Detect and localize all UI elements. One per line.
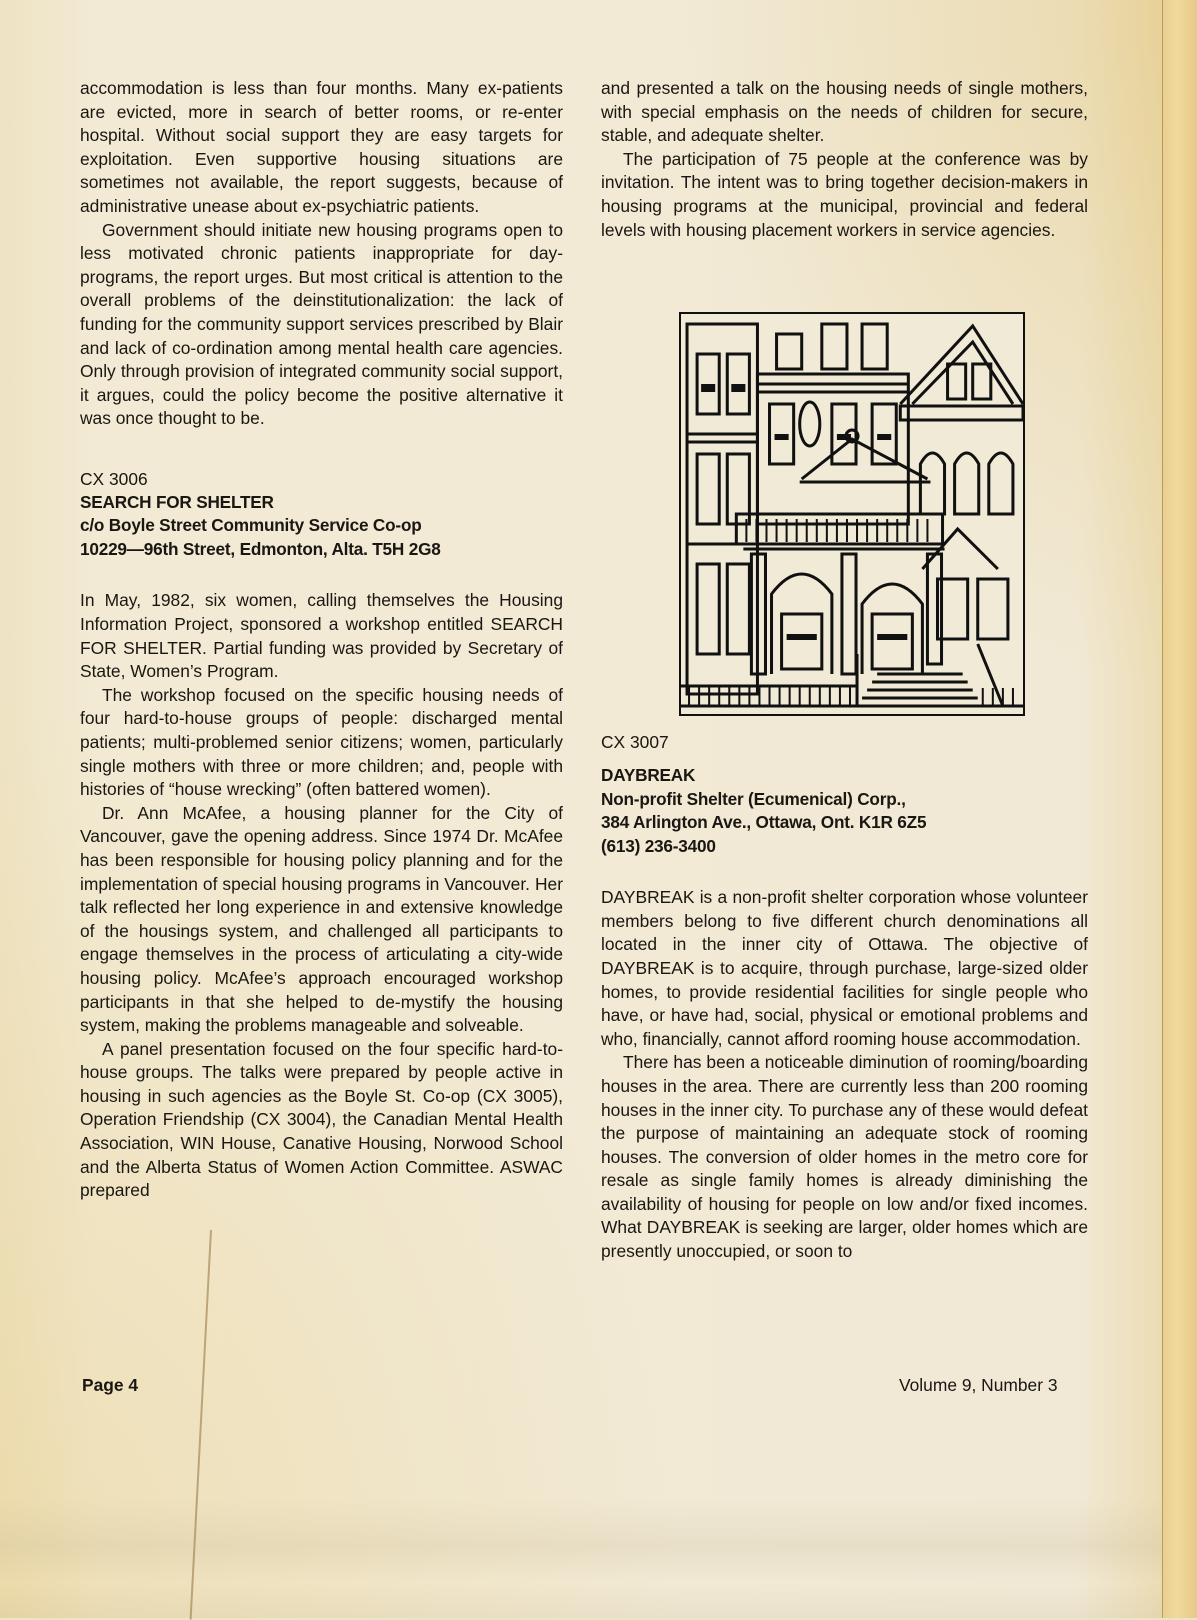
page-number: Page 4	[82, 1375, 139, 1395]
body-paragraph: The workshop focused on the specific housing needs of four hard-to-house groups of people: discharged mental patients; multi-problemed senior citizens; women, particularly single mothers with three or more children; and, people with histories of “house wrecking” (often battered women).	[80, 684, 563, 800]
body-paragraph: accommodation is less than four months. Many ex-patients are evicted, more in search of better rooms, or re-enter hospital. Without social support they are easy targets for exploitation. Even supportive housing situations are sometimes not available, the report suggests, because of administrative unease about ex-psychiatric patients.	[80, 78, 563, 216]
entry-title: SEARCH FOR SHELTER	[80, 491, 274, 512]
entry-address-line: 384 Arlington Ave., Ottawa, Ont. K1R 6Z5	[601, 812, 927, 833]
entry-header-cx3007	[601, 730, 1088, 858]
issue-label: Volume 9, Number 3	[899, 1375, 1058, 1395]
entry-phone: (613) 236-3400	[601, 835, 716, 856]
entry-body	[601, 886, 1088, 1264]
paper-fold-shadow	[0, 1498, 1163, 1618]
entry-address-line: 10229—96th Street, Edmonton, Alta. T5H 2G8	[80, 538, 441, 559]
body-paragraph: Government should initiate new housing programs open to less motivated chronic patients inappropriate for day-programs, the report urges. But most critical is attention to the overall problems of the deinstitutionalization: the lack of funding for the community support services prescribed by Blair and lack of co-ordination among mental health care agencies. Only through provision of integrated community social support, it argues, could the policy become the positive alternative it was once thought to be.	[80, 219, 563, 429]
body-paragraph: Dr. Ann McAfee, a housing planner for the City of Vancouver, gave the opening address. Since 1974 Dr. McAfee has been responsible for housing policy planning and for the implementation of special housing programs in Vancouver. Her talk reflected her long experience in and extensive knowledge of the housings system, and challenged all participants to engage themselves in the process of articulating a city-wide housing policy. McAfee’s approach encouraged workshop participants in that she helped to de-mystify the housing system, making the problems manageable and solveable.	[80, 802, 563, 1036]
entry-id: CX 3006	[80, 468, 148, 489]
body-paragraph: A panel presentation focused on the four specific hard-to-house groups. The talks were prepared by people active in housing in such agencies as the Boyle St. Co-op (CX 3005), Operation Friendship (CX 3004), the Canadian Mental Health Association, WIN House, Canative Housing, Norwood School and the Alberta Status of Women Action Committee. ASWAC prepared	[80, 1038, 563, 1201]
entry-title: DAYBREAK	[601, 765, 696, 786]
victorian-house-illustration	[679, 312, 1025, 716]
house-drawing-icon	[681, 314, 1023, 714]
body-paragraph: DAYBREAK is a non-profit shelter corporation whose volunteer members belong to five different church denominations all located in the inner city of Ottawa. The objective of DAYBREAK is to acquire, through purchase, large-sized older homes, to provide residential facilities for single people who have, or have had, social, physical or emotional problems and who, financially, cannot afford rooming house accommodation.	[601, 887, 1088, 1049]
body-paragraph: The participation of 75 people at the conference was by invitation. The intent was to bring together decision-makers in housing programs at the municipal, provincial and federal levels with housing placement workers in service agencies.	[601, 148, 1088, 240]
entry-address-line: c/o Boyle Street Community Service Co-op	[80, 515, 422, 536]
page-edge	[1162, 0, 1197, 1618]
entry-address-line: Non-profit Shelter (Ecumenical) Corp.,	[601, 788, 906, 809]
entry-id: CX 3007	[601, 732, 669, 753]
body-paragraph: There has been a noticeable diminution of rooming/boarding houses in the area. There are currently less than 200 rooming houses in the inner city. To purchase any of these would defeat the purpose of maintaining an adequate stock of rooming houses. The conversion of older homes in the metro core for resale as single family homes is already diminishing the availability of housing for people on low and/or fixed incomes. What DAYBREAK is seeking are larger, older homes which are presently unoccupied, or soon to	[601, 1052, 1088, 1262]
body-paragraph: In May, 1982, six women, calling themselves the Housing Information Project, sponsored a workshop entitled SEARCH FOR SHELTER. Partial funding was provided by Secretary of State, Women’s Program.	[80, 590, 563, 682]
entry-header-cx3006	[80, 467, 563, 562]
left-column	[80, 77, 563, 1203]
body-paragraph: and presented a talk on the housing needs of single mothers, with special emphasis on the needs of children for secure, stable, and adequate shelter.	[601, 78, 1088, 146]
entry-body	[80, 589, 563, 1202]
